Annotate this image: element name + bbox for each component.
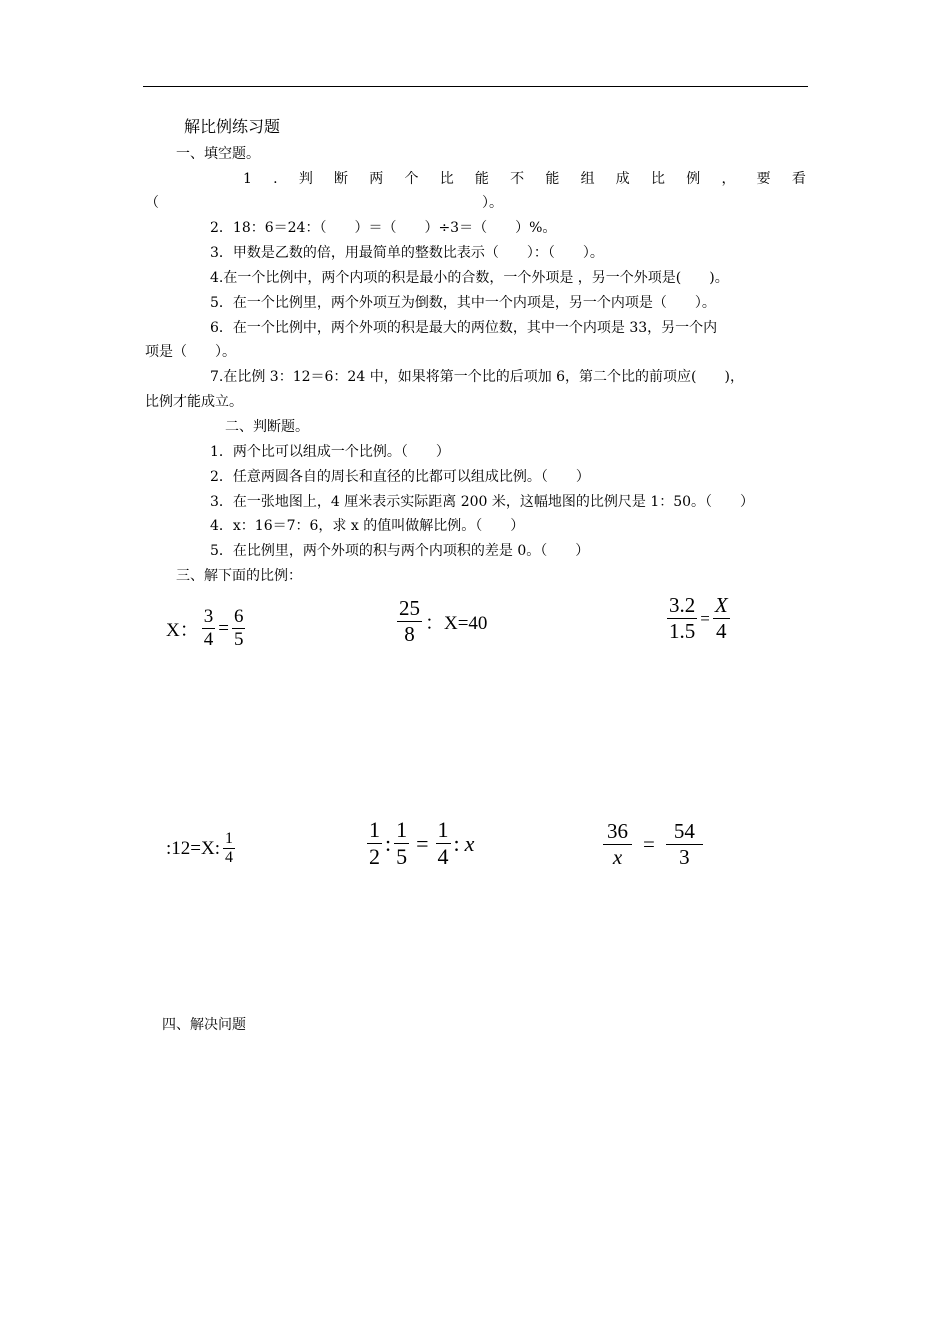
eq2-f-den: 8 bbox=[404, 622, 415, 646]
eq3-f2-den: 4 bbox=[716, 619, 727, 643]
section1-heading: 一、填空题。 bbox=[176, 146, 260, 162]
eq5-b-den: 5 bbox=[396, 844, 408, 869]
q1-char: 组 bbox=[580, 171, 595, 187]
eq5-colon-1: : bbox=[385, 830, 392, 856]
section3-heading: 三、解下面的比例： bbox=[176, 568, 302, 584]
eq4-f-den: 4 bbox=[225, 849, 233, 866]
eq1-prefix: X： bbox=[166, 620, 199, 641]
q1-line2-close: ）。 bbox=[482, 195, 503, 211]
page-title: 解比例练习题 bbox=[184, 117, 281, 136]
q2: 2．18：6＝24：（ ）＝（ ）÷3＝（ ）%。 bbox=[210, 220, 557, 236]
q1-char: 要 bbox=[756, 171, 771, 187]
header-rule bbox=[143, 86, 808, 87]
eq1-f2-den: 5 bbox=[233, 629, 244, 650]
eq4-prefix: :12=X: bbox=[166, 837, 220, 859]
eq2-fraction bbox=[397, 596, 422, 647]
q1-char: 成 bbox=[615, 171, 630, 187]
eq2-f-num: 25 bbox=[399, 596, 420, 620]
q1-char: 判 bbox=[298, 171, 313, 187]
q4: 4.在一个比例中，两个内项的积是最小的合数，一个外项是 ，另一个外项是( )。 bbox=[210, 270, 729, 286]
eq5-c-den: 4 bbox=[437, 844, 449, 869]
eq5-b-num: 1 bbox=[396, 817, 408, 842]
q1-line2-open: （ bbox=[145, 195, 159, 211]
eq5-colon-2: : bbox=[453, 830, 460, 856]
eq5-var: x bbox=[464, 830, 475, 856]
q1-char: . bbox=[273, 171, 278, 187]
eq3-fraction-2 bbox=[713, 593, 730, 644]
q5: 5．在一个比例里，两个外项互为倒数，其中一个内项是，另一个内项是（ ）。 bbox=[210, 295, 716, 311]
q7-line2: 比例才能成立。 bbox=[145, 394, 243, 410]
eq5-fraction-c bbox=[436, 817, 451, 870]
eq4-f-num: 1 bbox=[225, 830, 233, 847]
eq6-fraction-1 bbox=[603, 819, 632, 870]
eq3-equals: = bbox=[700, 608, 710, 628]
judge-item-3: 3．在一张地图上，4 厘米表示实际距离 200 米，这幅地图的比例尺是 1：50。（ ） bbox=[210, 494, 755, 510]
q1-char: 1 bbox=[243, 171, 252, 187]
eq3-f2-num: X bbox=[714, 593, 728, 617]
q1-line1 bbox=[243, 171, 806, 187]
eq5-a-num: 1 bbox=[369, 817, 380, 842]
eq5-c-num: 1 bbox=[437, 817, 449, 842]
eq3-f1-num: 3.2 bbox=[669, 593, 696, 617]
judge-item-2: 2．任意两圆各自的周长和直径的比都可以组成比例。（ ） bbox=[210, 469, 590, 485]
eq6-fraction-2 bbox=[666, 819, 703, 870]
equation-2 bbox=[394, 596, 487, 647]
eq6-f2-num: 54 bbox=[673, 819, 695, 843]
eq6-f1-num: 36 bbox=[607, 819, 628, 843]
q6-line1: 6．在一个比例中，两个外项的积是最大的两位数，其中一个内项是 33，另一个内 bbox=[210, 320, 718, 336]
q1-char: 能 bbox=[474, 171, 489, 187]
eq5-fraction-b bbox=[394, 817, 409, 870]
eq1-f1-num: 3 bbox=[203, 606, 214, 627]
q3: 3．甲数是乙数的倍，用最简单的整数比表示（ ）：（ ）。 bbox=[210, 245, 604, 261]
q6-line2: 项是（ ）。 bbox=[145, 344, 236, 360]
q1-char: ， bbox=[721, 171, 736, 187]
equation-6 bbox=[600, 819, 706, 870]
eq5-fraction-a bbox=[367, 817, 382, 870]
q1-char: 比 bbox=[439, 171, 454, 187]
eq3-f1-den: 1.5 bbox=[669, 619, 696, 643]
eq4-fraction bbox=[223, 830, 235, 867]
equation-5 bbox=[364, 817, 474, 870]
eq1-fraction-2 bbox=[232, 606, 246, 651]
q1-char: 例 bbox=[686, 171, 701, 187]
q1-char: 看 bbox=[791, 171, 806, 187]
judge-item-5: 5．在比例里，两个外项的积与两个内项积的差是 0。（ ） bbox=[210, 543, 590, 559]
judge-item-4: 4．x：16＝7：6，求 x 的值叫做解比例。（ ） bbox=[210, 518, 525, 534]
eq6-f1-den: x bbox=[612, 845, 623, 869]
q7-line1: 7.在比例 3：12＝6：24 中，如果将第一个比的后项加 6，第二个比的前项应( )， bbox=[210, 369, 744, 385]
q1-char: 比 bbox=[651, 171, 665, 187]
eq1-fraction-1 bbox=[202, 606, 216, 651]
eq1-equals: = bbox=[218, 617, 229, 639]
eq6-equals: = bbox=[643, 832, 655, 856]
judge-item-1: 1．两个比可以组成一个比例。（ ） bbox=[210, 444, 450, 460]
q1-char: 能 bbox=[545, 171, 560, 187]
eq3-fraction-1 bbox=[667, 593, 697, 644]
section4-heading: 四、解决问题 bbox=[162, 1017, 246, 1033]
section2-heading: 二、判断题。 bbox=[225, 419, 309, 435]
q1-char: 个 bbox=[404, 171, 419, 187]
equation-4 bbox=[166, 830, 238, 867]
q1-char: 不 bbox=[510, 171, 525, 187]
eq6-f2-den: 3 bbox=[679, 845, 690, 869]
q1-char: 两 bbox=[369, 171, 384, 187]
eq5-equals: = bbox=[416, 830, 429, 856]
eq2-suffix: ：X=40 bbox=[425, 613, 488, 634]
eq5-a-den: 2 bbox=[369, 844, 380, 869]
equation-1 bbox=[166, 606, 248, 651]
eq1-f1-den: 4 bbox=[203, 629, 214, 650]
eq1-f2-num: 6 bbox=[233, 606, 244, 627]
equation-3 bbox=[664, 593, 733, 644]
q1-char: 断 bbox=[334, 171, 349, 187]
